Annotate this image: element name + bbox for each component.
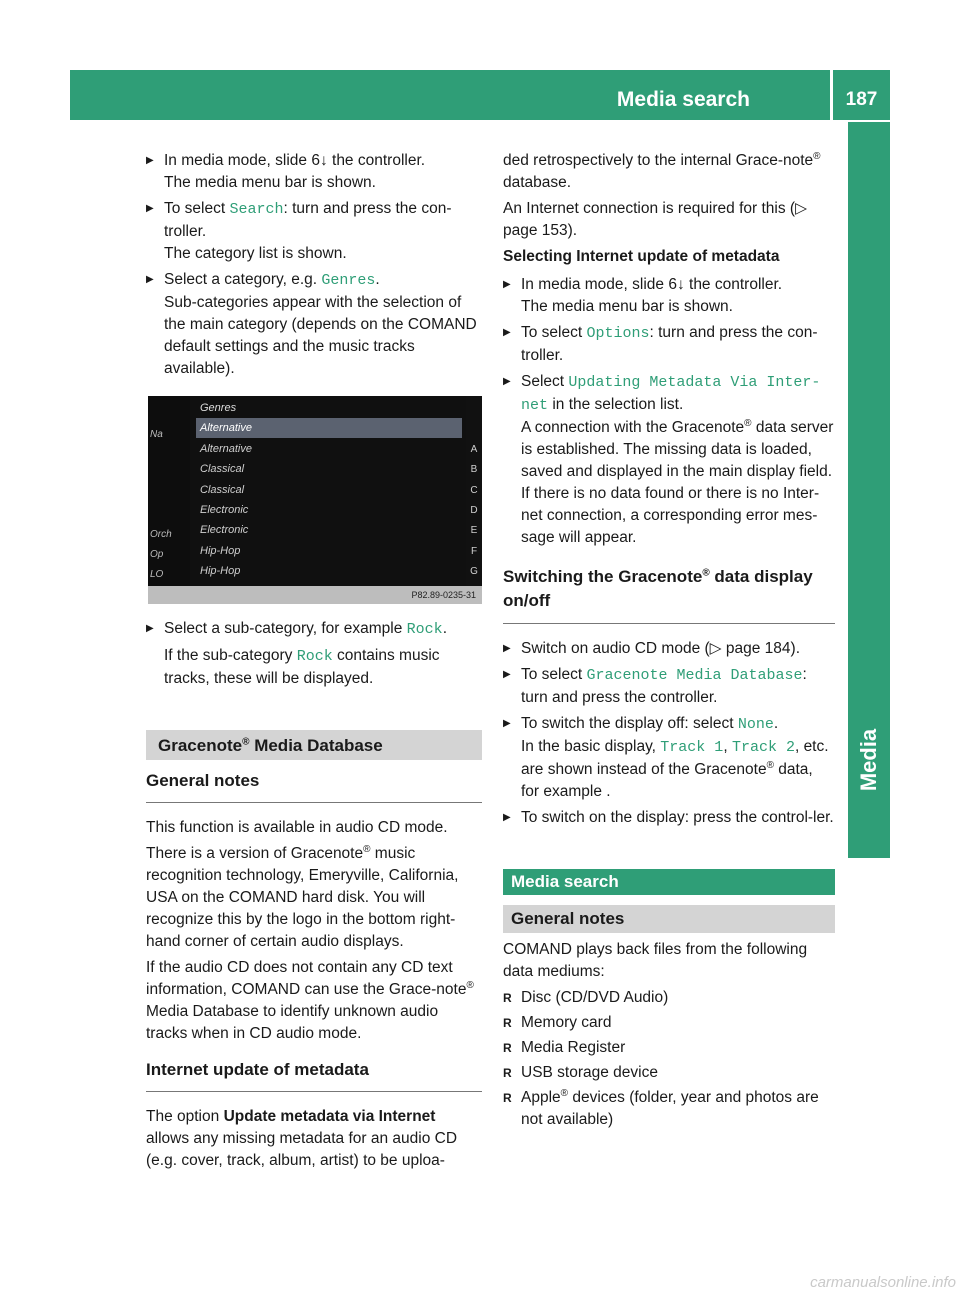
page-header-bar	[70, 70, 890, 120]
screenshot-caption: P82.89-0235-31	[411, 590, 476, 600]
list-item: R Apple® devices (folder, year and photos are not available)	[503, 1087, 835, 1131]
menu-row: Alternative	[200, 443, 252, 455]
genres-menu-screenshot	[148, 396, 482, 604]
ui-label-rock: Rock	[296, 648, 333, 665]
page-number: 187	[845, 89, 878, 110]
list-item: R Disc (CD/DVD Audio)	[503, 987, 835, 1009]
ui-label-genres: Genres	[321, 272, 376, 289]
paragraph: COMAND plays back files from the following data mediums:	[503, 941, 808, 980]
watermark: carmanualsonline.info	[810, 1274, 956, 1291]
step-switch-display-off: ▶ To switch the display off: select None. In the basic display, Track 1, Track 2, etc. are shown instead of the Gracenote® data, for example .	[503, 713, 835, 803]
ui-label-rock: Rock	[406, 621, 443, 638]
menu-letter: G	[470, 566, 478, 577]
step-result: The media menu bar is shown.	[521, 298, 733, 315]
step-result: If the sub-category Rock contains music tracks, these will be displayed.	[164, 647, 440, 687]
step-select-category: ▶ Select a category, e.g. Genres. Sub-categories appear with the selection of the main category (depends on the COMAND default settings and the music tracks available).	[146, 269, 482, 380]
subsection-heading-general-notes: General notes	[503, 905, 835, 933]
right-column	[503, 150, 835, 1134]
section-side-tab-label	[848, 700, 890, 820]
menu-letter: F	[470, 546, 478, 557]
paragraph: ded retrospectively to the internal Grace-note® database.	[503, 150, 821, 191]
side-tab-text: Media	[856, 728, 882, 792]
menu-left-label: Op	[150, 549, 164, 560]
menu-letter: B	[470, 464, 478, 475]
menu-letter: C	[470, 485, 478, 496]
menu-row: Hip-Hop	[200, 545, 241, 557]
menu-row: Electronic	[200, 504, 249, 516]
subheading-general-notes: General notes	[146, 770, 482, 803]
step-select-updating-metadata: ▶ Select Updating Metadata Via Inter-net in the selection list. A connection with the Gracenote® data server is established. The missing data is loaded, saved and displayed in the main display field. If there is no data found or there is no Inter-net connection, a corresponding error mes-sage will appear.	[503, 371, 835, 549]
step-result: The media menu bar is shown.	[164, 174, 376, 191]
list-item: R Memory card	[503, 1012, 835, 1034]
subheading-switching-gracenote: Switching the Gracenote® data display on/off	[503, 565, 835, 624]
ui-label-updating-metadata: Updating Metadata Via Inter-net	[521, 374, 821, 414]
paragraph: An Internet connection is required for this (▷ page 153).	[503, 200, 807, 239]
menu-letter: E	[470, 525, 478, 536]
paragraph: This function is available in audio CD mode.	[146, 819, 448, 836]
menu-letter: A	[470, 444, 478, 455]
step-select-subcategory: ▶ Select a sub-category, for example Rock.	[146, 618, 482, 641]
ui-label-options: Options	[586, 325, 650, 342]
menu-letter: D	[470, 505, 478, 516]
ui-label-track2: Track 2	[731, 739, 795, 756]
menu-row-selected: Alternative	[196, 418, 462, 438]
paragraph: The option Update metadata via Internet allows any missing metadata for an audio CD (e.g. cover, track, album, artist) to be uploa-	[146, 1108, 458, 1169]
paragraph: There is a version of Gracenote® music recognition technology, Emeryville, California, USA on the COMAND hard disk. You will recognize this by the logo in the bottom right-hand corner of certain audio displays.	[146, 843, 459, 950]
subheading-selecting-update: Selecting Internet update of metadata	[503, 248, 780, 265]
controller-icon: 6	[311, 152, 320, 169]
section-heading-media-search: Media search	[503, 869, 835, 895]
step-slide-controller: ▶ In media mode, slide 6↓ the controller. The media menu bar is shown.	[503, 274, 835, 318]
menu-left-label: LO	[150, 569, 164, 580]
page-title: Media search	[616, 88, 750, 111]
list-item: R Media Register	[503, 1037, 835, 1059]
menu-left-label: Orch	[150, 529, 172, 540]
step-result: The category list is shown.	[164, 245, 347, 262]
ui-label-search: Search	[229, 201, 284, 218]
menu-row: Classical	[200, 463, 245, 475]
menu-left-label: Na	[150, 429, 163, 440]
controller-icon: 6	[668, 276, 677, 293]
step-select-gracenote-db: ▶ To select Gracenote Media Database: turn and press the controller.	[503, 664, 835, 709]
paragraph: If the audio CD does not contain any CD text information, COMAND can use the Grace-note® Media Database to identify unknown audio tracks when in CD audio mode.	[146, 959, 474, 1042]
slide-down-icon: ↓	[676, 276, 685, 293]
menu-row: Classical	[200, 484, 245, 496]
menu-row: Electronic	[200, 524, 249, 536]
menu-row: Hip-Hop	[200, 565, 241, 577]
list-item: R USB storage device	[503, 1062, 835, 1084]
ui-label-gracenote-db: Gracenote Media Database	[586, 667, 803, 684]
step-switch-on-cd: ▶ Switch on audio CD mode (▷ page 184).	[503, 638, 835, 660]
ui-label-none: None	[737, 716, 774, 733]
left-column	[146, 150, 482, 1176]
step-result: Sub-categories appear with the selection of the main category (depends on the COMAND default settings and the music tracks available).	[164, 294, 477, 377]
step-result: If there is no data found or there is no Inter-net connection, a corresponding error mes-sage will appear.	[521, 485, 820, 546]
ui-label-track1: Track 1	[660, 739, 724, 756]
step-switch-display-on: ▶ To switch on the display: press the control-ler.	[503, 807, 835, 829]
section-heading-gracenote: Gracenote® Media Database	[146, 730, 482, 760]
menu-header: Genres	[200, 402, 237, 414]
step-select-options: ▶ To select Options: turn and press the con-troller.	[503, 322, 835, 367]
step-select-search: ▶ To select Search: turn and press the con-troller. The category list is shown.	[146, 198, 482, 265]
subheading-internet-update: Internet update of metadata	[146, 1059, 482, 1092]
step-slide-controller: ▶ In media mode, slide 6↓ the controller. The media menu bar is shown.	[146, 150, 482, 194]
slide-down-icon: ↓	[319, 152, 328, 169]
